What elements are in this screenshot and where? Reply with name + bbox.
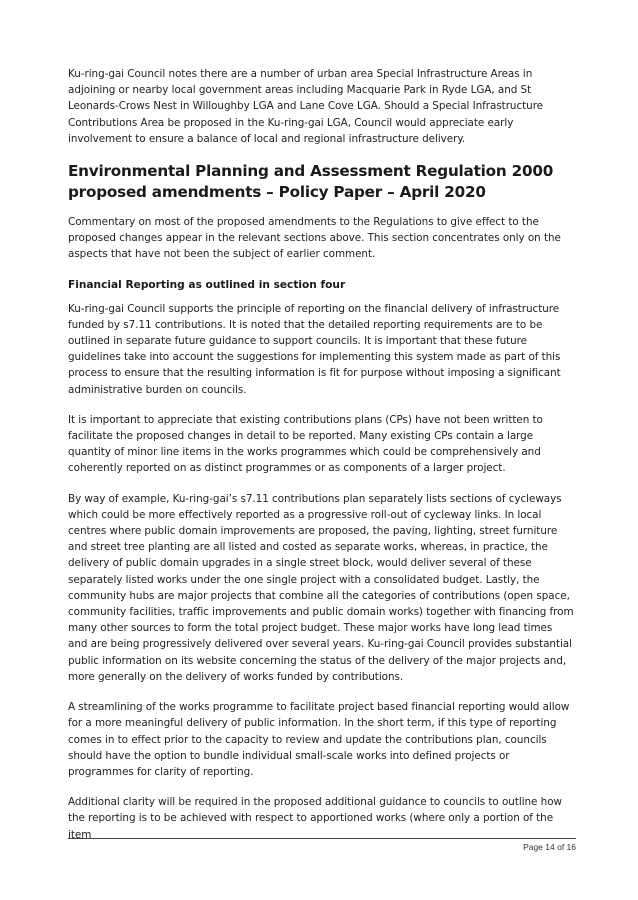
- financial-reporting-subheading: Financial Reporting as outlined in section four: [68, 278, 346, 291]
- section-heading: Environmental Planning and Assessment Regulation 2000 proposed amendments – Policy Paper – April 2020: [68, 162, 554, 201]
- body-paragraph: By way of example, Ku-ring-gai’s s7.11 contributions plan separately lists sections of cycleways which could be more effectively reported as a progressive roll-out of cycleway links. In local centres where public domain improvements are proposed, the paving, lighting, street furniture and street tree planting are all listed and costed as separate works, whereas, in practice, the delivery of public domain upgrades in a single street block, would deliver several of these separately listed works under the one single project with a consolidated budget. Lastly, the community hubs are major projects that combine all the categories of contributions (open space, community facilities, traffic improvements and public domain works) together with financing from many other sources to form the total project budget. These major works have long lead times and are being progressively delivered over several years. Ku-ring-gai Council provides substantial public information on its website concerning the status of the delivery of the major projects and, more generally on the delivery of works funded by contributions.: [68, 492, 574, 683]
- document-body: [68, 66, 574, 857]
- body-paragraph: Additional clarity will be required in the proposed additional guidance to councils to outline how the reporting is to be achieved with respect to apportioned works (where only a portion of the item: [68, 796, 562, 841]
- section-intro-paragraph: Commentary on most of the proposed amendments to the Regulations to give effect to the proposed changes appear in the relevant sections above. This section concentrates only on the aspects that have not been the subject of earlier comment.: [68, 216, 561, 261]
- body-paragraph: Ku-ring-gai Council supports the principle of reporting on the financial delivery of infrastructure funded by s7.11 contributions. It is noted that the detailed reporting requirements are to be outlined in separate future guidance to support councils. It is important that these future guidelines take into account the suggestions for implementing this system made as part of this process to ensure that the resulting information is fit for purpose without imposing a significant administrative burden on councils.: [68, 302, 561, 396]
- body-paragraph: It is important to appreciate that existing contributions plans (CPs) have not been written to facilitate the proposed changes in detail to be reported. Many existing CPs contain a large quantity of minor line items in the works programmes which could be comprehensively and coherently reported on as distinct programmes or as components of a larger project.: [68, 413, 543, 475]
- footer-divider: [68, 838, 576, 839]
- page-number: Page 14 of 16: [523, 842, 576, 852]
- intro-paragraph: Ku-ring-gai Council notes there are a number of urban area Special Infrastructure Areas in adjoining or nearby local government areas including Macquarie Park in Ryde LGA, and St Leonards-Crows Nest in Willoughby LGA and Lane Cove LGA. Should a Special Infrastructure Contributions Area be proposed in the Ku-ring-gai LGA, Council would appreciate early involvement to ensure a balance of local and regional infrastructure delivery.: [68, 68, 544, 145]
- body-paragraph: A streamlining of the works programme to facilitate project based financial reporting would allow for a more meaningful delivery of public information. In the short term, if this type of reporting comes in to effect prior to the capacity to review and update the contributions plan, councils should have the option to bundle individual small-scale works into defined projects or programmes for clarity of reporting.: [68, 701, 570, 778]
